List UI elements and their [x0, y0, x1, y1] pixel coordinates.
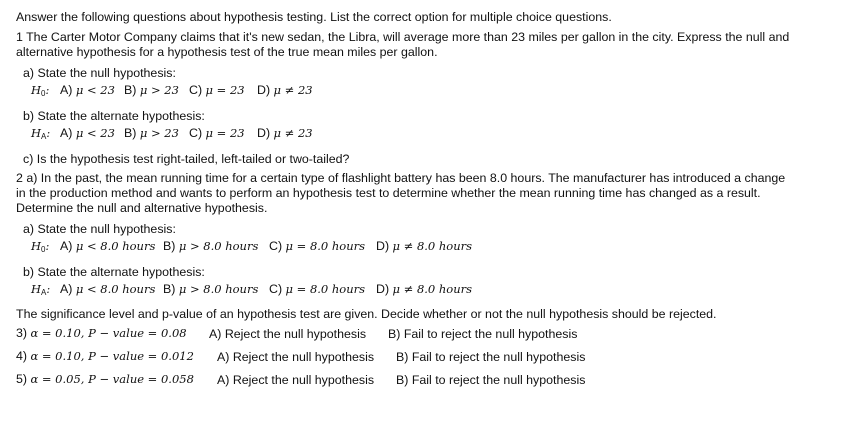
q2a-label: a) State the null hypothesis: [23, 222, 176, 236]
q2a-option-c: C) μ = 8.0 hours [269, 239, 366, 253]
q1-text-line1: 1 The Carter Motor Company claims that it's new sedan, the Libra, will average more than 23 miles per gallon in the city. Express the null and [16, 30, 790, 44]
q3-option-b: B) Fail to reject the null hypothesis [388, 327, 578, 341]
q2b-label: b) State the alternate hypothesis: [23, 265, 205, 279]
q4-statement: 4) α = 0.10, P − value = 0.012 [16, 349, 194, 363]
q1a-h0: $H_0$: [31, 83, 50, 98]
q2b-option-d: D) μ ≠ 8.0 hours [376, 282, 473, 296]
q1b-option-b: B) μ > 23 [124, 126, 179, 140]
q1a-option-d: D) μ ≠ 23 [257, 83, 313, 97]
q1b-option-d: D) μ ≠ 23 [257, 126, 313, 140]
q1c-label: c) Is the hypothesis test right-tailed, left-tailed or two-tailed? [23, 152, 350, 166]
q4-option-b: B) Fail to reject the null hypothesis [396, 350, 586, 364]
q2a-option-a: A) μ < 8.0 hours [60, 239, 156, 253]
q5-option-b: B) Fail to reject the null hypothesis [396, 373, 586, 387]
q2-text-line1: 2 a) In the past, the mean running time for a certain type of flashlight battery has been 8.0 hours. The manufacturer has introduced a change [16, 171, 786, 185]
q2-text-line3: Determine the null and alternative hypothesis. [16, 201, 268, 215]
q1a-option-a: A) μ < 23 [60, 83, 115, 97]
q5-option-a: A) Reject the null hypothesis [217, 373, 375, 387]
q4-option-a: A) Reject the null hypothesis [217, 350, 375, 364]
q2-text-line2: in the production method and wants to perform an hypothesis test to determine whether the mean running time has changed as a result. [16, 186, 761, 200]
q2b-option-b: B) μ > 8.0 hours [163, 282, 259, 296]
q2b-ha: $H_A$: [31, 282, 51, 297]
instructions: Answer the following questions about hypothesis testing. List the correct option for multiple choice questions. [16, 10, 612, 24]
q1a-label: a) State the null hypothesis: [23, 66, 176, 80]
q3-option-a: A) Reject the null hypothesis [209, 327, 367, 341]
q2a-h0: $H_0$: [31, 239, 50, 254]
q2a-option-b: B) μ > 8.0 hours [163, 239, 259, 253]
q2b-option-a: A) μ < 8.0 hours [60, 282, 156, 296]
q1b-option-a: A) μ < 23 [60, 126, 115, 140]
q1b-label: b) State the alternate hypothesis: [23, 109, 205, 123]
q1a-option-b: B) μ > 23 [124, 83, 179, 97]
significance-intro: The significance level and p-value of an hypothesis test are given. Decide whether or not the null hypothesis should be rejected. [16, 307, 717, 321]
q1a-option-c: C) μ = 23 [189, 83, 245, 97]
q1-text-line2: alternative hypothesis for a hypothesis test of the true mean miles per gallon. [16, 45, 438, 59]
q2b-option-c: C) μ = 8.0 hours [269, 282, 366, 296]
q1b-option-c: C) μ = 23 [189, 126, 245, 140]
q5-statement: 5) α = 0.05, P − value = 0.058 [16, 372, 194, 386]
q2a-option-d: D) μ ≠ 8.0 hours [376, 239, 473, 253]
q1b-ha: $H_A$: [31, 126, 51, 141]
q3-statement: 3) α = 0.10, P − value = 0.08 [16, 326, 187, 340]
